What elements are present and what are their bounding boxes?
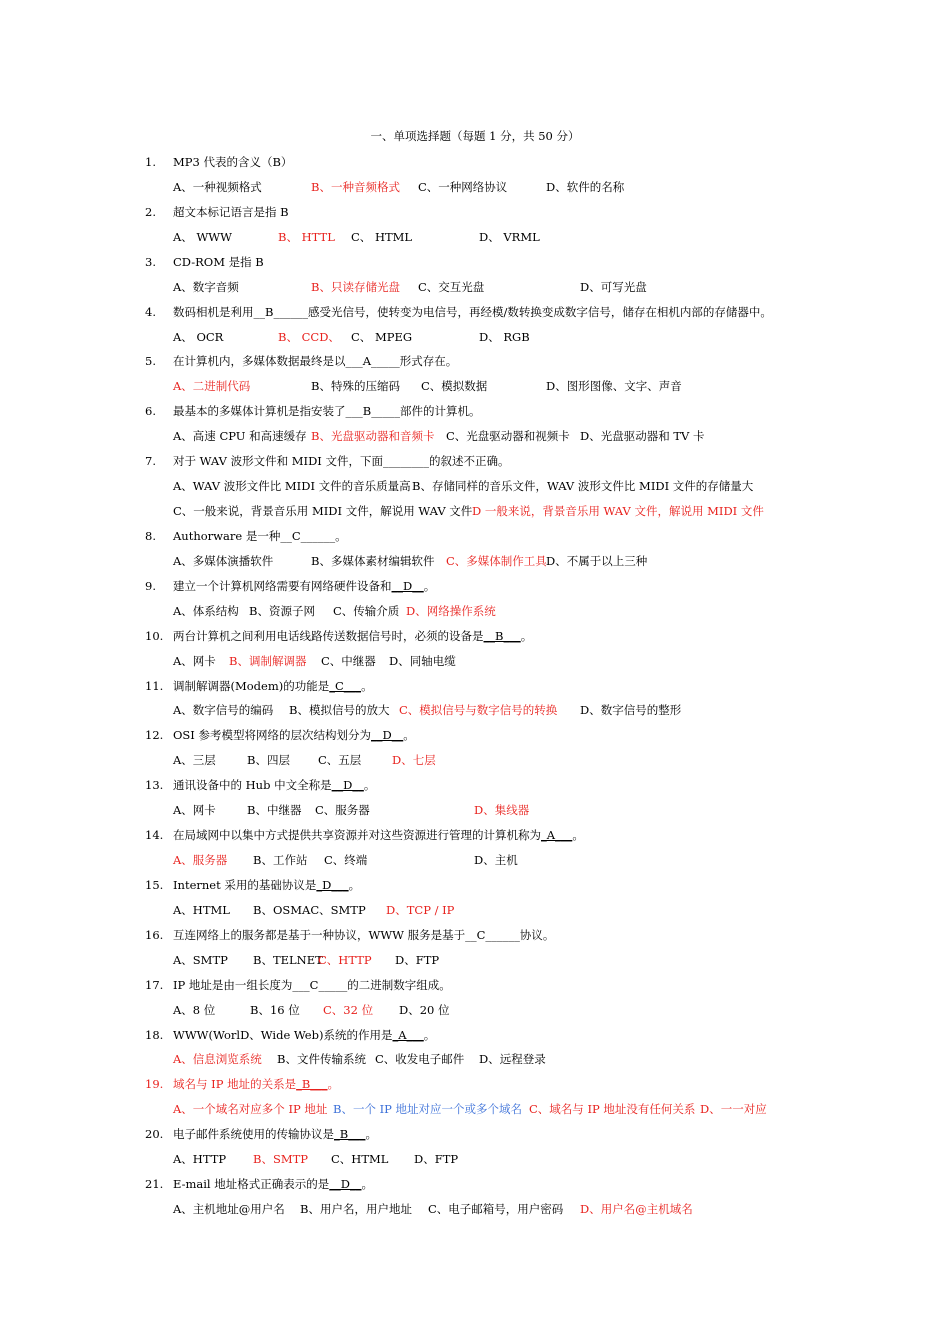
answer-option: A、体系结构 bbox=[173, 604, 239, 618]
question-number: 19. bbox=[145, 1077, 164, 1091]
question-text bbox=[173, 678, 373, 694]
answer-option: D、数字信号的整形 bbox=[580, 703, 682, 717]
answer-option: D、 VRML bbox=[479, 230, 540, 244]
answer-option: B、只读存储光盘 bbox=[311, 280, 400, 294]
answer-option: C、五层 bbox=[318, 753, 362, 767]
question-number: 1. bbox=[145, 155, 156, 169]
question-text-part: 。 bbox=[423, 1028, 436, 1042]
answer-blank: __B___ bbox=[483, 629, 521, 643]
question-number: 16. bbox=[145, 928, 164, 942]
question-text-part: 。 bbox=[361, 1177, 373, 1191]
question-text bbox=[173, 254, 264, 270]
answer-option: C、收发电子邮件 bbox=[375, 1052, 465, 1066]
answer-option: A、网卡 bbox=[173, 654, 216, 668]
question-text-part: 调制解调器(Modem)的功能是 bbox=[173, 679, 330, 693]
answer-option: A、服务器 bbox=[173, 853, 228, 867]
answer-option: C、服务器 bbox=[315, 803, 370, 817]
question-text bbox=[173, 1076, 339, 1092]
answer-option: D、20 位 bbox=[399, 1003, 450, 1017]
answer-option: C、 MPEG bbox=[351, 330, 413, 344]
answer-option: B、四层 bbox=[247, 753, 290, 767]
question-text-part: 。 bbox=[520, 629, 533, 643]
question-number: 2. bbox=[145, 205, 156, 219]
question-text-part: 超文本标记语言是指 B bbox=[173, 205, 289, 219]
question-number: 20. bbox=[145, 1127, 164, 1141]
answer-option: C、模拟数据 bbox=[421, 379, 488, 393]
answer-option: D、网络操作系统 bbox=[406, 604, 496, 618]
question-text-part: WWW(WorlD、Wide Web)系统的作用是 bbox=[173, 1028, 393, 1042]
answer-option: C、模拟信号与数字信号的转换 bbox=[399, 703, 558, 717]
question-number: 10. bbox=[145, 629, 164, 643]
answer-option: D、 RGB bbox=[479, 330, 530, 344]
question-text bbox=[173, 578, 435, 594]
answer-option: B、16 位 bbox=[250, 1003, 300, 1017]
answer-option: D、同轴电缆 bbox=[389, 654, 456, 668]
answer-option: B、中继器 bbox=[247, 803, 302, 817]
question-text bbox=[173, 1027, 435, 1043]
question-number: 15. bbox=[145, 878, 164, 892]
answer-option: C、交互光盘 bbox=[418, 280, 485, 294]
answer-blank: __D__ bbox=[331, 778, 364, 792]
answer-option: A、主机地址@用户名 bbox=[173, 1202, 285, 1216]
answer-option: D、不属于以上三种 bbox=[546, 554, 648, 568]
question-text bbox=[173, 353, 457, 369]
question-number: 6. bbox=[145, 404, 156, 418]
answer-option: B、特殊的压缩码 bbox=[311, 379, 400, 393]
question-text-part: IP 地址是由一组长度为___C_____的二进制数字组成。 bbox=[173, 978, 451, 992]
question-text bbox=[173, 777, 375, 793]
answer-option: A、高速 CPU 和高速缓存 bbox=[173, 429, 307, 443]
question-text-part: E-mail 地址格式正确表示的是 bbox=[173, 1177, 330, 1191]
answer-option: D、FTP bbox=[395, 953, 440, 967]
question-text-part: 最基本的多媒体计算机是指安装了___B_____部件的计算机。 bbox=[173, 404, 481, 418]
answer-option: A、8 位 bbox=[173, 1003, 216, 1017]
answer-blank: _D___ bbox=[316, 878, 349, 892]
answer-option: A、数字信号的编码 bbox=[173, 703, 274, 717]
question-text-part: 数码相机是利用__B______感受光信号，使转变为电信号，再经模/数转换变成数字信号，储存在相机内部的存储器中。 bbox=[173, 305, 772, 319]
answer-option: C、中继器 bbox=[321, 654, 376, 668]
answer-option: D、七层 bbox=[392, 753, 436, 767]
question-number: 9. bbox=[145, 579, 156, 593]
answer-option: C、域名与 IP 地址没有任何关系 bbox=[529, 1102, 696, 1116]
question-text-part: Authorware 是一种__C______。 bbox=[173, 529, 347, 543]
answer-option: A、WAV 波形文件比 MIDI 文件的音乐质量高 bbox=[173, 479, 411, 493]
answer-option: A、二进制代码 bbox=[173, 379, 251, 393]
question-text-part: MP3 代表的含义（B） bbox=[173, 155, 293, 169]
answer-option: D、可写光盘 bbox=[580, 280, 647, 294]
question-number: 5. bbox=[145, 354, 156, 368]
answer-option: A、SMTP bbox=[173, 953, 228, 967]
question-text bbox=[173, 304, 772, 320]
answer-option: A、网卡 bbox=[173, 803, 216, 817]
question-text-part: 。 bbox=[365, 1127, 377, 1141]
answer-option: D、主机 bbox=[474, 853, 518, 867]
question-text-part: 互连网络上的服务都是基于一种协议，WWW 服务是基于__C______协议。 bbox=[173, 928, 555, 942]
answer-option: A、信息浏览系统 bbox=[173, 1052, 262, 1066]
answer-option: B、存储同样的音乐文件，WAV 波形文件比 MIDI 文件的存储量大 bbox=[412, 479, 754, 493]
answer-option: D、一一对应 bbox=[700, 1102, 767, 1116]
question-text-part: 。 bbox=[361, 679, 373, 693]
answer-option: C、多媒体制作工具 bbox=[446, 554, 547, 568]
answer-option: D、用户名@主机域名 bbox=[580, 1202, 693, 1216]
answer-option: B、调制解调器 bbox=[229, 654, 307, 668]
question-text bbox=[173, 403, 480, 419]
question-text bbox=[173, 528, 347, 544]
answer-option: A、一种视频格式 bbox=[173, 180, 262, 194]
question-number: 13. bbox=[145, 778, 164, 792]
question-text-part: 在局域网中以集中方式提供共享资源并对这些资源进行管理的计算机称为 bbox=[173, 828, 541, 842]
answer-option: B、工作站 bbox=[253, 853, 308, 867]
answer-option: A、HTML bbox=[173, 903, 230, 917]
answer-option: A、 OCR bbox=[173, 330, 224, 344]
answer-blank: _A___ bbox=[541, 828, 573, 842]
question-text bbox=[173, 877, 360, 893]
question-number: 12. bbox=[145, 728, 164, 742]
answer-option: B、文件传输系统 bbox=[277, 1052, 366, 1066]
answer-option: D、FTP bbox=[414, 1152, 459, 1166]
question-text bbox=[173, 827, 584, 843]
question-text bbox=[173, 1176, 373, 1192]
question-text-part: 两台计算机之间利用电话线路传送数据信号时，必须的设备是 bbox=[173, 629, 484, 643]
question-text-part: 通讯设备中的 Hub 中文全称是 bbox=[173, 778, 332, 792]
answer-option: B、TELNET bbox=[253, 953, 323, 967]
question-text bbox=[173, 154, 292, 170]
answer-blank: _C___ bbox=[329, 679, 362, 693]
answer-option: B、一个 IP 地址对应一个或多个域名 bbox=[333, 1102, 523, 1116]
answer-option: B、用户名，用户地址 bbox=[300, 1202, 412, 1216]
question-text-part: 建立一个计算机网络需要有网络硬件设备和 bbox=[173, 579, 392, 593]
question-number: 21. bbox=[145, 1177, 164, 1191]
answer-blank: _B___ bbox=[296, 1077, 328, 1091]
question-number: 7. bbox=[145, 454, 156, 468]
question-text-part: 。 bbox=[403, 728, 415, 742]
question-number: 11. bbox=[145, 679, 164, 693]
answer-option: C、电子邮箱号，用户密码 bbox=[428, 1202, 564, 1216]
answer-option: C、终端 bbox=[324, 853, 368, 867]
answer-option: C、 HTML bbox=[351, 230, 413, 244]
answer-option: D、远程登录 bbox=[479, 1052, 546, 1066]
question-number: 3. bbox=[145, 255, 156, 269]
answer-option: D 一般来说，背景音乐用 WAV 文件，解说用 MIDI 文件 bbox=[472, 504, 764, 518]
answer-option: A、HTTP bbox=[173, 1152, 227, 1166]
answer-option: C、一种网络协议 bbox=[418, 180, 508, 194]
question-text-part: 。 bbox=[363, 778, 376, 792]
answer-option: D、TCP / IP bbox=[386, 903, 455, 917]
answer-blank: _A___ bbox=[392, 1028, 424, 1042]
answer-option: C、一般来说，背景音乐用 MIDI 文件，解说用 WAV 文件 bbox=[173, 504, 473, 518]
answer-option: B、一种音频格式 bbox=[311, 180, 400, 194]
question-text bbox=[173, 927, 554, 943]
question-number: 14. bbox=[145, 828, 164, 842]
answer-option: B、多媒体素材编辑软件 bbox=[311, 554, 435, 568]
answer-option: B、SMTP bbox=[253, 1152, 309, 1166]
answer-option: D、集线器 bbox=[474, 803, 530, 817]
answer-blank: __D__ bbox=[391, 579, 424, 593]
answer-option: A、多媒体演播软件 bbox=[173, 554, 274, 568]
question-text-part: 对于 WAV 波形文件和 MIDI 文件，下面________的叙述不正确。 bbox=[173, 454, 510, 468]
question-text-part: 。 bbox=[327, 1077, 340, 1091]
question-text-part: Internet 采用的基础协议是 bbox=[173, 878, 317, 892]
answer-option: C、传输介质 bbox=[333, 604, 400, 618]
question-text bbox=[173, 977, 451, 993]
question-text-part: 在计算机内，多媒体数据最终是以___A_____形式存在。 bbox=[173, 354, 458, 368]
answer-option: B、 HTTL bbox=[278, 230, 335, 244]
question-number: 8. bbox=[145, 529, 156, 543]
question-text bbox=[173, 727, 415, 743]
question-text-part: 。 bbox=[348, 878, 361, 892]
answer-option: B、光盘驱动器和音频卡 bbox=[311, 429, 435, 443]
answer-option: D、软件的名称 bbox=[546, 180, 625, 194]
question-text-part: CD-ROM 是指 B bbox=[173, 255, 264, 269]
question-number: 4. bbox=[145, 305, 156, 319]
answer-option: A、三层 bbox=[173, 753, 216, 767]
section-title: 一、单项选择题（每题 1 分，共 50 分） bbox=[370, 129, 580, 143]
question-text bbox=[173, 204, 289, 220]
question-text bbox=[173, 453, 510, 469]
question-number: 18. bbox=[145, 1028, 164, 1042]
answer-option: A、一个域名对应多个 IP 地址 bbox=[173, 1102, 328, 1116]
answer-option: D、光盘驱动器和 TV 卡 bbox=[580, 429, 705, 443]
answer-blank: __D__ bbox=[329, 1177, 362, 1191]
answer-option: C、光盘驱动器和视频卡 bbox=[446, 429, 570, 443]
question-text-part: 。 bbox=[572, 828, 584, 842]
answer-option: B、OSMAC、SMTP bbox=[253, 903, 366, 917]
answer-option: D、图形图像、文字、声音 bbox=[546, 379, 682, 393]
question-text-part: 。 bbox=[423, 579, 436, 593]
answer-option: A、 WWW bbox=[173, 230, 232, 244]
question-text-part: OSI 参考模型将网络的层次结构划分为 bbox=[173, 728, 372, 742]
answer-blank: __D__ bbox=[371, 728, 404, 742]
answer-blank: _B___ bbox=[334, 1127, 366, 1141]
answer-option: B、模拟信号的放大 bbox=[289, 703, 390, 717]
question-text-part: 域名与 IP 地址的关系是 bbox=[173, 1077, 297, 1091]
answer-option: C、32 位 bbox=[323, 1003, 374, 1017]
answer-option: C、HTTP bbox=[318, 953, 372, 967]
answer-option: A、数字音频 bbox=[173, 280, 239, 294]
answer-option: B、 CCD、 bbox=[278, 330, 340, 344]
question-text bbox=[173, 628, 532, 644]
question-number: 17. bbox=[145, 978, 164, 992]
answer-option: B、资源子网 bbox=[249, 604, 315, 618]
answer-option: C、HTML bbox=[331, 1152, 389, 1166]
question-text-part: 电子邮件系统使用的传输协议是 bbox=[173, 1127, 334, 1141]
question-text bbox=[173, 1126, 377, 1142]
